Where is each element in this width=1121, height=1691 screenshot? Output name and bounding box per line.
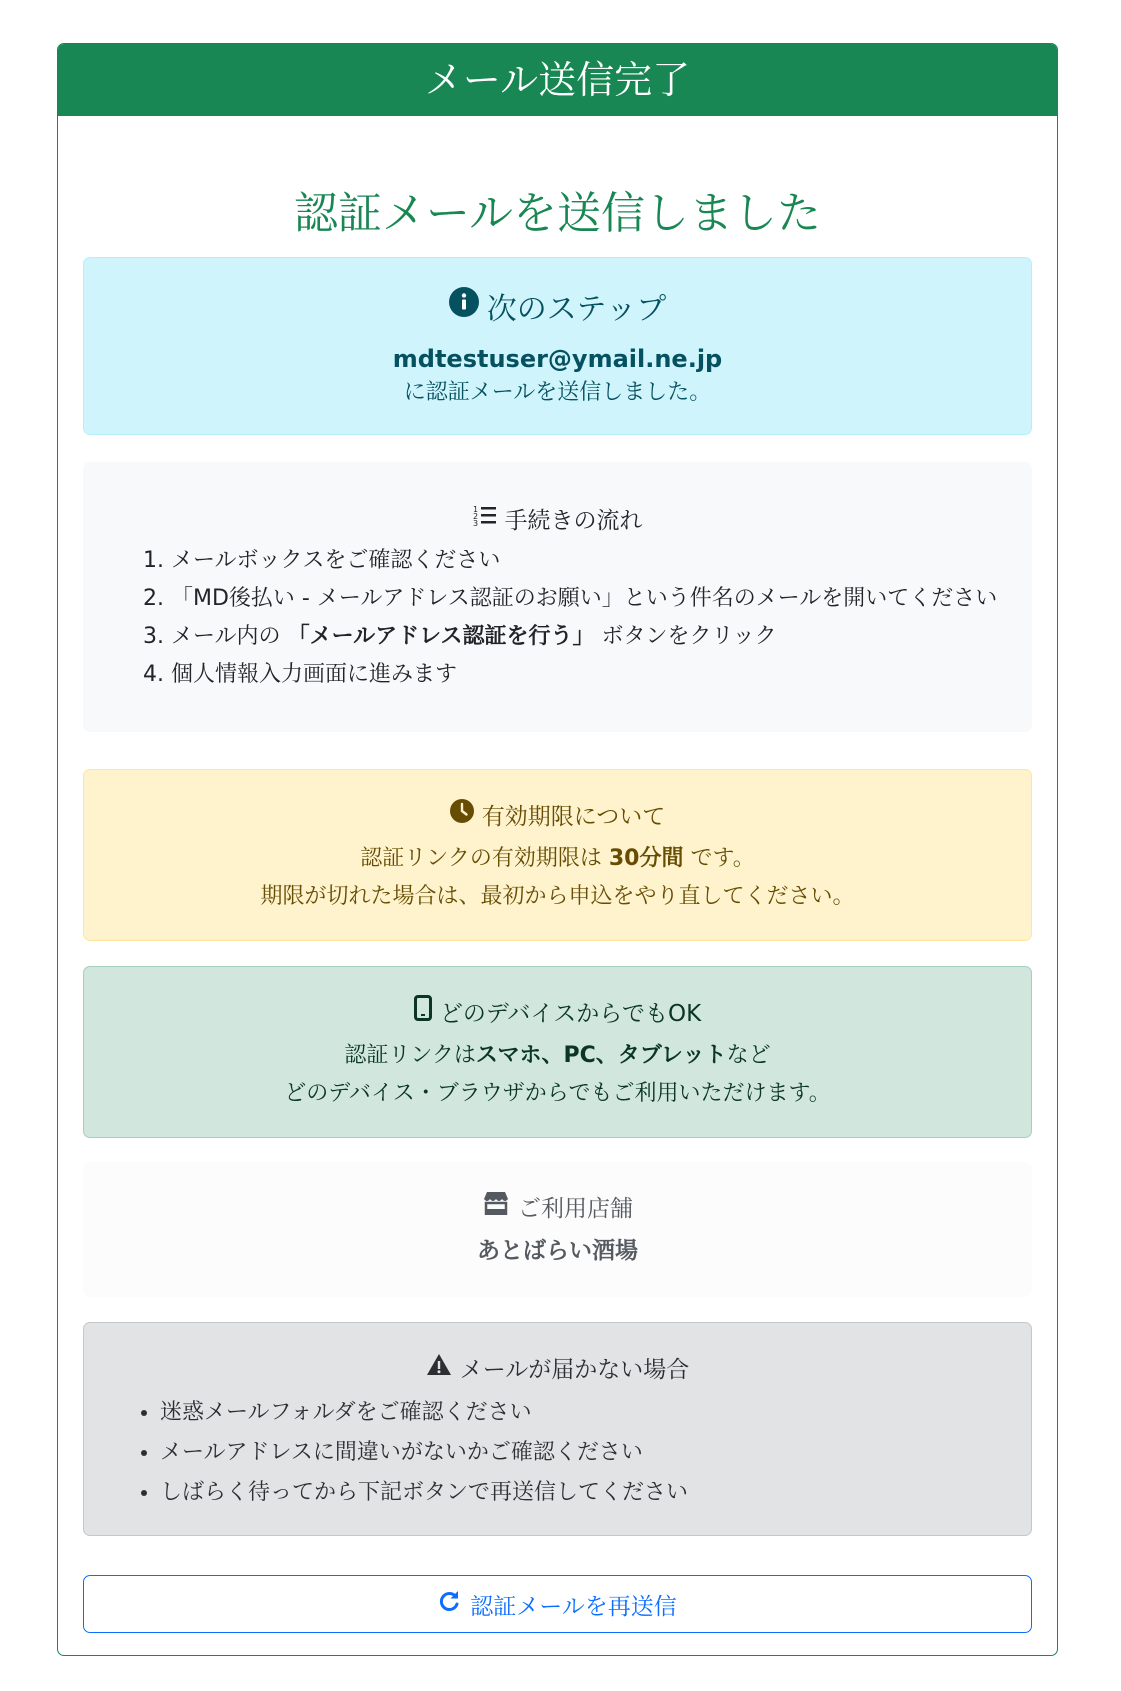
expiry-heading <box>84 770 1031 832</box>
store-heading-text: ご利用店舗 <box>518 1195 633 1222</box>
procedure-step <box>171 618 1032 656</box>
page-title: 認証メールを送信しました <box>293 188 822 239</box>
not-received-list <box>84 1393 1031 1513</box>
procedure-heading-text: 手続きの流れ <box>504 507 643 534</box>
device-alert <box>83 966 1032 1138</box>
list-ol-icon <box>473 504 497 532</box>
not-received-heading <box>84 1323 1031 1385</box>
expiry-alert <box>83 769 1032 941</box>
procedure-step: 4. 個人情報入力画面に進みます <box>171 656 1032 694</box>
resend-email-button[interactable] <box>83 1575 1032 1633</box>
expiry-line-2: 期限が切れた場合は、最初から申込をやり直してください。 <box>260 884 855 909</box>
not-received-heading-text: メールが届かない場合 <box>459 1356 690 1383</box>
procedure-panel <box>83 462 1032 732</box>
store-name: あとばらい酒場 <box>477 1238 638 1264</box>
expiry-line-1 <box>84 840 1031 916</box>
phone-icon <box>414 995 432 1027</box>
device-list: スマホ、PC、タブレット <box>475 1043 727 1068</box>
confirmation-card <box>57 43 1058 1656</box>
device-line-1 <box>84 1037 1031 1113</box>
device-text-pre: 認証リンクは <box>344 1043 476 1068</box>
email-address: mdtestuser@ymail.ne.jp <box>392 345 723 373</box>
store-heading <box>83 1162 1032 1224</box>
svg-text:2: 2 <box>472 512 478 521</box>
procedure-list <box>83 542 1032 694</box>
card-header: メール送信完了 <box>58 44 1057 116</box>
step-text-post: ボタンをクリック <box>594 624 777 649</box>
procedure-step: 2. 「MD後払い - メールアドレス認証のお願い」という件名のメールを開いてください <box>171 580 1032 618</box>
device-heading <box>84 967 1031 1029</box>
step-text-bold: 「メールアドレス認証を行う」 <box>287 624 595 649</box>
expiry-text-pre: 認証リンクの有効期限は <box>360 846 609 871</box>
clock-icon <box>450 799 474 829</box>
expiry-text-post: です。 <box>683 846 755 871</box>
list-item: • メールアドレスに間違いがないかご確認ください <box>160 1433 1031 1473</box>
procedure-heading <box>83 462 1032 536</box>
svg-text:3: 3 <box>472 519 478 526</box>
svg-text:1: 1 <box>472 505 478 514</box>
expiry-heading-text: 有効期限について <box>481 803 666 830</box>
procedure-step: 1. メールボックスをご確認ください <box>171 542 1032 580</box>
resend-button-label: 認証メールを再送信 <box>470 1593 677 1620</box>
step-text-pre: メール内の <box>171 624 288 649</box>
shop-icon <box>482 1191 510 1221</box>
info-circle-icon <box>449 287 479 325</box>
next-step-heading <box>84 258 1031 326</box>
device-text-post: など <box>726 1043 771 1068</box>
store-panel <box>83 1162 1032 1297</box>
expiry-duration: 30分間 <box>608 846 684 871</box>
list-item: • 迷惑メールフォルダをご確認ください <box>160 1393 1031 1433</box>
sent-message: に認証メールを送信しました。 <box>403 380 712 405</box>
warning-triangle-icon <box>426 1353 452 1382</box>
next-step-alert <box>83 257 1032 435</box>
refresh-icon <box>438 1589 460 1619</box>
device-line-2: どのデバイス・ブラウザからでもご利用いただけます。 <box>284 1081 831 1106</box>
not-received-alert <box>83 1322 1032 1536</box>
device-heading-text: どのデバイスからでもOK <box>439 1000 702 1027</box>
list-item: • しばらく待ってから下記ボタンで再送信してください <box>160 1473 1031 1513</box>
next-step-heading-text: 次のステップ <box>486 292 667 327</box>
